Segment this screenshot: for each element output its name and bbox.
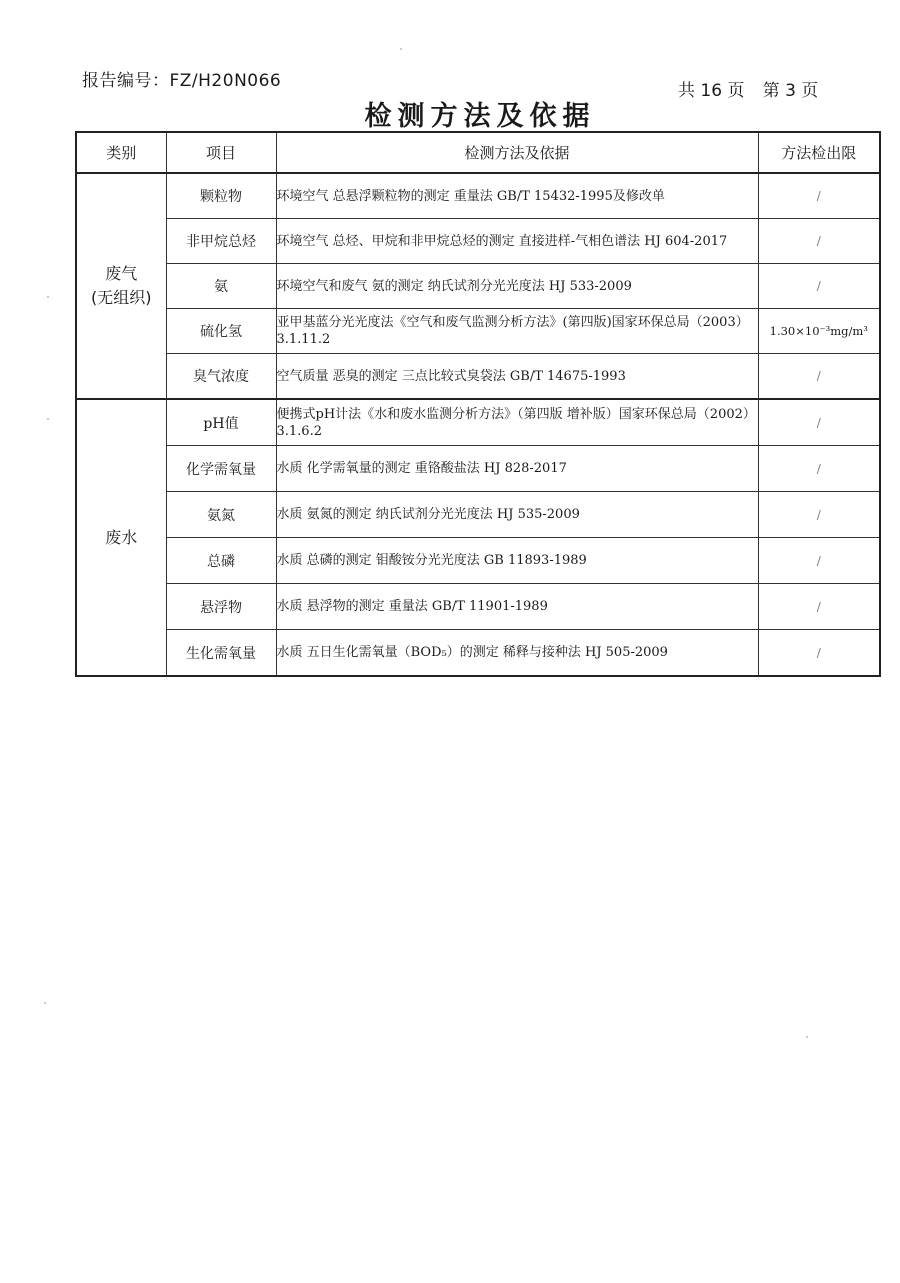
item-cell: 非甲烷总烃 [166,219,276,264]
item-cell: 硫化氢 [166,309,276,354]
table-header-row [76,132,880,173]
report-number: 报告编号：FZ/H20N066 [82,71,282,91]
item-cell: 生化需氧量 [166,630,276,677]
category-cell-exhaust-gas: 废气 (无组织) [76,173,166,399]
column-header-limit: 方法检出限 [758,132,880,173]
limit-cell: / [758,219,880,264]
total-pages: 共 16 页 [678,81,745,101]
table-row [76,173,880,219]
item-cell: 悬浮物 [166,584,276,630]
method-cell: 空气质量 恶臭的测定 三点比较式臭袋法 GB/T 14675-1993 [276,354,758,400]
column-header-method: 检测方法及依据 [276,132,758,173]
item-cell: 氨 [166,264,276,309]
limit-cell: / [758,492,880,538]
method-cell: 水质 悬浮物的测定 重量法 GB/T 11901-1989 [276,584,758,630]
scan-speck [806,1036,808,1038]
table-row [76,309,880,354]
limit-cell: / [758,399,880,446]
method-cell: 水质 五日生化需氧量（BOD₅）的测定 稀释与接种法 HJ 505-2009 [276,630,758,677]
item-cell: 臭气浓度 [166,354,276,400]
item-cell: 颗粒物 [166,173,276,219]
method-cell: 水质 总磷的测定 钼酸铵分光光度法 GB 11893-1989 [276,538,758,584]
page-number: 第 3 页 [762,81,819,101]
table-row [76,264,880,309]
limit-cell: / [758,538,880,584]
column-header-item: 项目 [166,132,276,173]
table-row [76,584,880,630]
limit-cell: / [758,584,880,630]
method-cell: 水质 化学需氧量的测定 重铬酸盐法 HJ 828-2017 [276,446,758,492]
limit-cell: / [758,354,880,400]
table-row [76,538,880,584]
method-cell: 水质 氨氮的测定 纳氏试剂分光光度法 HJ 535-2009 [276,492,758,538]
table-row [76,354,880,400]
item-cell: 氨氮 [166,492,276,538]
method-cell: 便携式pH计法《水和废水监测分析方法》（第四版 增补版）国家环保总局（2002）3.1.6.2 [276,399,758,446]
table-row [76,446,880,492]
method-cell: 环境空气 总烃、甲烷和非甲烷总烃的测定 直接进样-气相色谱法 HJ 604-2017 [276,219,758,264]
scan-speck [44,1002,46,1004]
table-row [76,630,880,677]
category-cell-wastewater: 废水 [76,399,166,676]
limit-cell: / [758,630,880,677]
limit-cell: / [758,173,880,219]
scan-speck [47,418,49,420]
method-cell: 环境空气 总悬浮颗粒物的测定 重量法 GB/T 15432-1995及修改单 [276,173,758,219]
scan-speck [400,48,402,50]
column-header-category: 类别 [76,132,166,173]
table-row [76,492,880,538]
item-cell: 总磷 [166,538,276,584]
table-row [76,219,880,264]
item-cell: pH值 [166,399,276,446]
method-cell: 环境空气和废气 氨的测定 纳氏试剂分光光度法 HJ 533-2009 [276,264,758,309]
scan-speck [47,296,49,298]
page-title: 检测方法及依据 [364,101,596,132]
limit-cell: / [758,264,880,309]
item-cell: 化学需氧量 [166,446,276,492]
table-row [76,399,880,446]
methods-table [75,131,881,677]
limit-cell: / [758,446,880,492]
method-cell: 亚甲基蓝分光光度法《空气和废气监测分析方法》(第四版)国家环保总局（2003）3.1.11.2 [276,309,758,354]
limit-cell: 1.30×10⁻³mg/m³ [758,309,880,354]
